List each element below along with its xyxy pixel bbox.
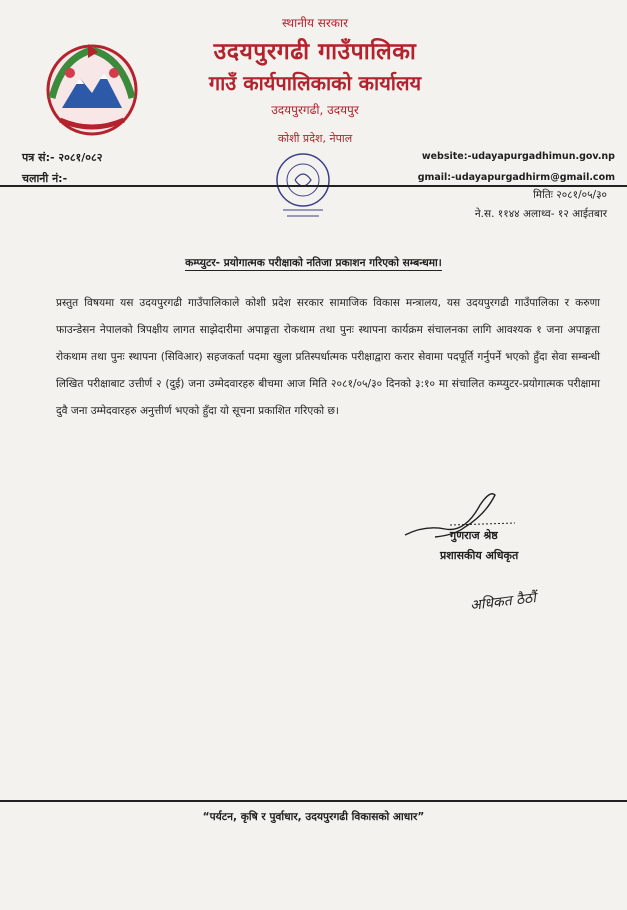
subject-line [0,251,627,270]
nepal-emblem-icon [42,38,142,138]
header-province: कोशी प्रदेश, नेपाल [277,132,353,145]
header-municipality-name: उदयपुरगढी गाउँपालिका [213,39,417,65]
letter-body: प्रस्तुत विषयमा यस उदयपुरगढी गाउँपालिकाले कोशी प्रदेश सरकार सामाजिक विकास मन्त्रालय, यस उदयपुरगढी गाउँपालिका र करुणा फाउन्डेसन नेपालको त्रिपक्षीय लागत साझेदारीमा अपाङ्गता रोकथाम तथा पुनः स्थापना कार्यक्रम संचालनका लागि आवश्यक १ जना अपाङ्गता रोकथाम तथा पुनः स्थापना (सिविआर) सहजकर्ता पदमा खुला प्रतिस्पर्धात्मक परीक्षाद्वारा करार सेवामा पदपूर्ति गर्नुपर्ने भएको हुँदा सेवा सम्बन्धी लिखित परीक्षाबाट उत्तीर्ण २ (दुई) जना उम्मेदवारहरु बीचमा आज मिति २०८१/०५/३० दिनको ३:१० मा संचालित कम्प्युटर-प्रयोगात्मक परीक्षामा दुवै जना उम्मेदवारहरु अनुत्तीर्ण भएको हुँदा यो सूचना प्रकाशित गरिएको छ। [56,297,600,417]
email-text: gmail:-udayapurgadhirm@gmail.com [417,172,615,183]
date-ns: ने.स. ११४४ अलाथ्व- १२ आईतबार [474,208,607,220]
footer-slogan: “पर्यटन, कृषि र पुर्वाधार, उदयपुरगढी विकासको आधार” [202,811,425,823]
signatory-title: प्रशासकीय अधिकृत [440,549,519,562]
header-divider [0,185,627,187]
handwritten-note: अधिकत ठैठौं [469,590,537,614]
date-bs: मितिः २०८१/०५/३० [533,189,607,201]
header-line-local-government: स्थानीय सरकार [282,16,348,30]
footer-divider [0,800,627,802]
header-office-name: गाउँ कार्यपालिकाको कार्यालय [208,71,422,95]
subject-text: कम्प्युटर- प्रयोगात्मक परीक्षाको नतिजा प्रकाशन गरिएको सम्बन्धमा। [185,257,442,269]
dispatch-number: चलानी नं:- [22,172,68,185]
letter-number: पत्र सं:- २०८१/०८२ [22,151,103,164]
signatory-name: गुणराज श्रेष्ठ [450,529,498,542]
header-address: उदयपुरगढी, उदयपुर [271,103,359,117]
website-text: website:-udayapurgadhimun.gov.np [421,151,615,162]
